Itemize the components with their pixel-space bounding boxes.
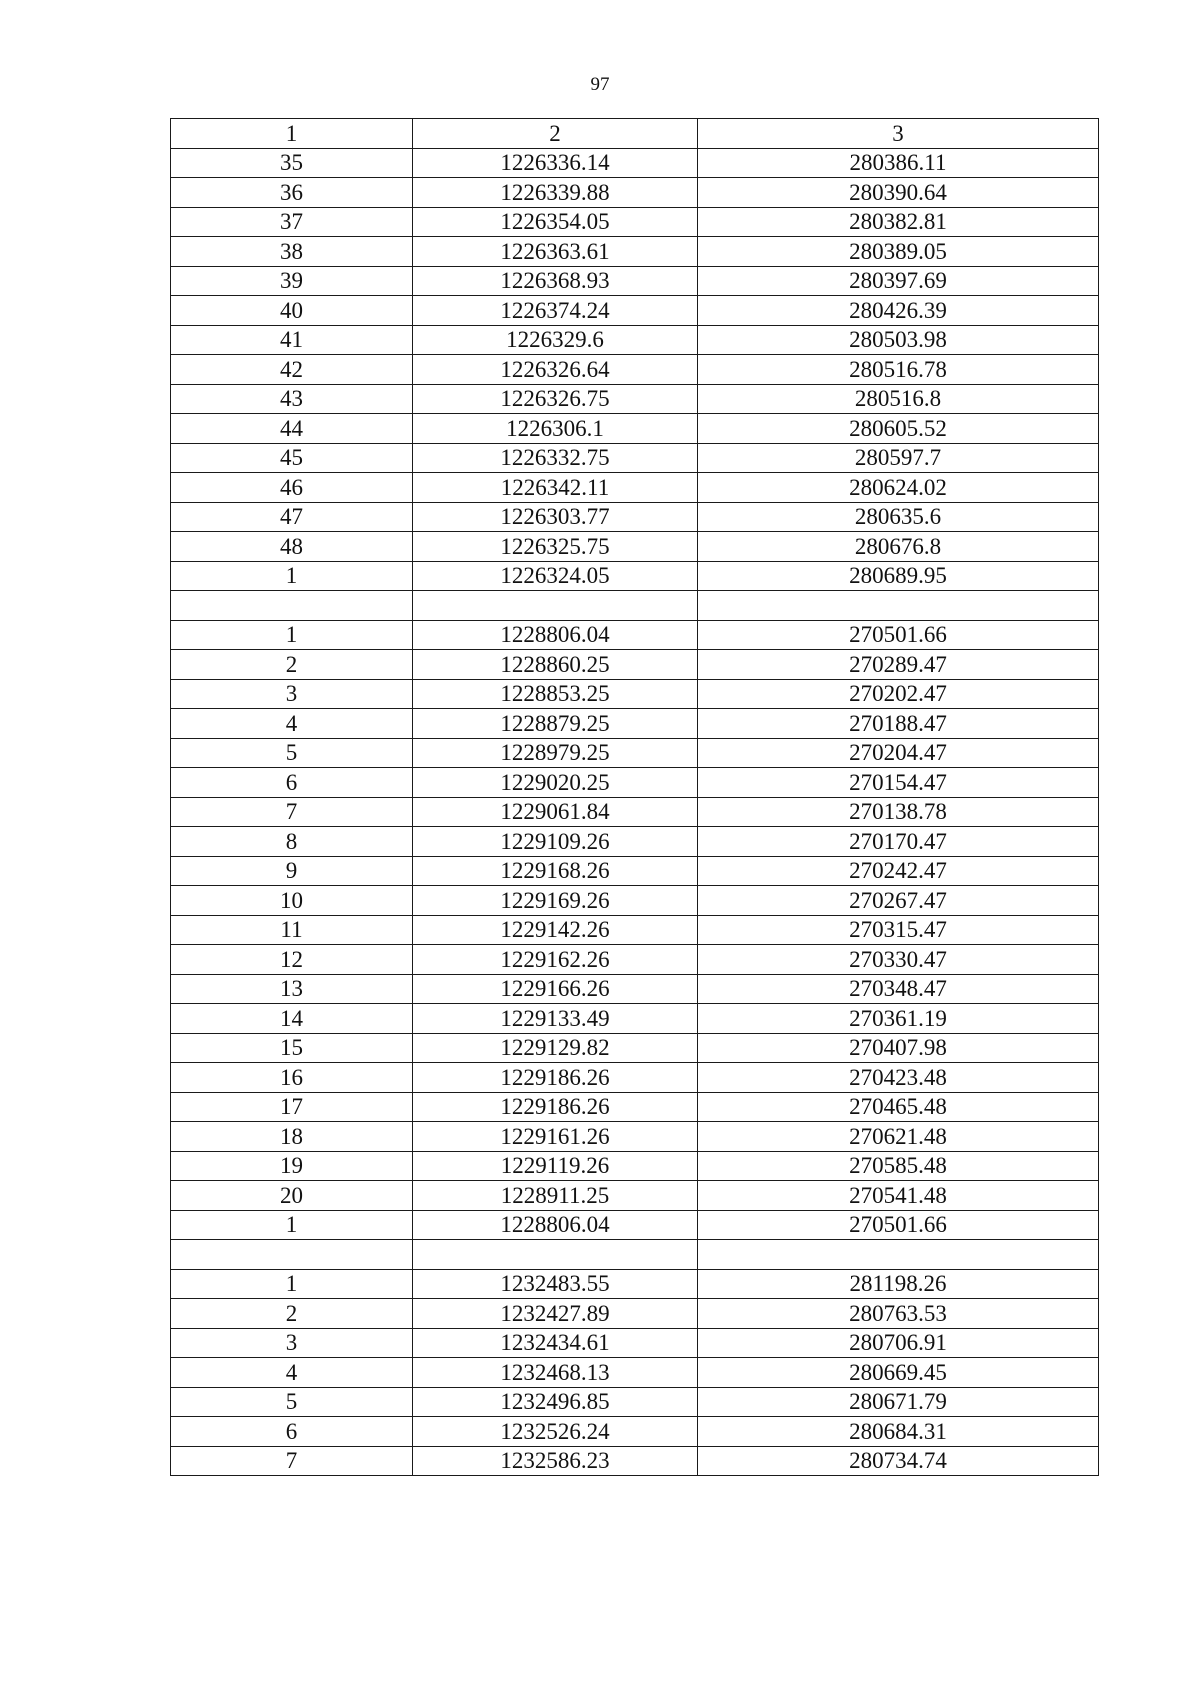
table-cell-col-2: 1232526.24 (413, 1417, 698, 1447)
table-cell-col-2: 1226368.93 (413, 266, 698, 296)
table-row (171, 1004, 1099, 1034)
table-row (171, 266, 1099, 296)
table-cell-col-3: 270501.66 (698, 620, 1099, 650)
table-cell-col-3: 280386.11 (698, 148, 1099, 178)
table-row (171, 1033, 1099, 1063)
table-cell-col-2: 1228806.04 (413, 1210, 698, 1240)
table-cell-col-1: 15 (171, 1033, 413, 1063)
table-row (171, 502, 1099, 532)
table-cell-col-2: 1226329.6 (413, 325, 698, 355)
table-header (171, 119, 1099, 149)
table-row (171, 1122, 1099, 1152)
table-cell-col-3: 270423.48 (698, 1063, 1099, 1093)
table-cell-col-1: 7 (171, 797, 413, 827)
table-row (171, 1328, 1099, 1358)
table-row (171, 561, 1099, 591)
table-cell-col-1: 6 (171, 1417, 413, 1447)
header-row (171, 119, 1099, 149)
table-cell-col-3: 280624.02 (698, 473, 1099, 503)
table-cell-col-2: 1226336.14 (413, 148, 698, 178)
table-cell-col-3: 270348.47 (698, 974, 1099, 1004)
table-row (171, 886, 1099, 916)
table-cell-col-1 (171, 591, 413, 621)
table-cell-col-1: 3 (171, 679, 413, 709)
table-row (171, 1181, 1099, 1211)
table-row (171, 1269, 1099, 1299)
table-cell-col-1: 14 (171, 1004, 413, 1034)
table-row (171, 620, 1099, 650)
table-row (171, 1063, 1099, 1093)
table-cell-col-2: 1229186.26 (413, 1063, 698, 1093)
table-row (171, 325, 1099, 355)
table-cell-col-2: 1229166.26 (413, 974, 698, 1004)
table-cell-col-1: 45 (171, 443, 413, 473)
table-cell-col-3: 270154.47 (698, 768, 1099, 798)
table-row (171, 915, 1099, 945)
table-cell-col-3: 280689.95 (698, 561, 1099, 591)
table-row (171, 1446, 1099, 1476)
table-body (171, 148, 1099, 1476)
table-cell-col-1: 44 (171, 414, 413, 444)
table-cell-col-3: 281198.26 (698, 1269, 1099, 1299)
table-row (171, 355, 1099, 385)
table-cell-col-2: 1232496.85 (413, 1387, 698, 1417)
table-cell-col-2: 1229168.26 (413, 856, 698, 886)
table-cell-col-2: 1226326.75 (413, 384, 698, 414)
table-row (171, 1151, 1099, 1181)
table-cell-col-2: 1229061.84 (413, 797, 698, 827)
table-cell-col-3: 280635.6 (698, 502, 1099, 532)
table-row (171, 1092, 1099, 1122)
table-cell-col-3: 280671.79 (698, 1387, 1099, 1417)
table-cell-col-2: 1228979.25 (413, 738, 698, 768)
table-cell-col-2: 1229186.26 (413, 1092, 698, 1122)
table-row (171, 679, 1099, 709)
table-cell-col-3: 270585.48 (698, 1151, 1099, 1181)
table-cell-col-1: 36 (171, 178, 413, 208)
table-cell-col-1: 8 (171, 827, 413, 857)
table-cell-col-1: 18 (171, 1122, 413, 1152)
table-cell-col-3: 270315.47 (698, 915, 1099, 945)
table-row (171, 237, 1099, 267)
table-cell-col-3: 270407.98 (698, 1033, 1099, 1063)
table-cell-col-2: 1226332.75 (413, 443, 698, 473)
table-cell-col-2: 1228879.25 (413, 709, 698, 739)
table-cell-col-3: 280389.05 (698, 237, 1099, 267)
table-cell-col-2: 1229119.26 (413, 1151, 698, 1181)
table-cell-col-2: 1232586.23 (413, 1446, 698, 1476)
table-cell-col-2: 1226325.75 (413, 532, 698, 562)
table-cell-col-2: 1226374.24 (413, 296, 698, 326)
table-cell-col-2: 1232427.89 (413, 1299, 698, 1329)
table-cell-col-1: 5 (171, 1387, 413, 1417)
column-header-3: 3 (698, 119, 1099, 149)
table-cell-col-3: 280676.8 (698, 532, 1099, 562)
table-row (171, 1210, 1099, 1240)
table-cell-col-1: 2 (171, 1299, 413, 1329)
table-cell-col-2: 1232468.13 (413, 1358, 698, 1388)
table-cell-col-2: 1232483.55 (413, 1269, 698, 1299)
table-row (171, 443, 1099, 473)
table-row (171, 650, 1099, 680)
table-cell-col-3: 280390.64 (698, 178, 1099, 208)
table-row (171, 207, 1099, 237)
table-cell-col-2: 1229133.49 (413, 1004, 698, 1034)
table-cell-col-1: 16 (171, 1063, 413, 1093)
table-cell-col-1: 10 (171, 886, 413, 916)
table-cell-col-2: 1228806.04 (413, 620, 698, 650)
table-cell-col-1: 4 (171, 709, 413, 739)
table-row (171, 148, 1099, 178)
table-cell-col-3: 270541.48 (698, 1181, 1099, 1211)
table-cell-col-1: 1 (171, 1269, 413, 1299)
table-cell-col-2: 1229020.25 (413, 768, 698, 798)
table-cell-col-3: 270170.47 (698, 827, 1099, 857)
table-cell-col-3: 270361.19 (698, 1004, 1099, 1034)
table-cell-col-3: 280734.74 (698, 1446, 1099, 1476)
table-cell-col-1: 20 (171, 1181, 413, 1211)
table-cell-col-1: 12 (171, 945, 413, 975)
table-cell-col-1 (171, 1240, 413, 1270)
table-cell-col-3: 270188.47 (698, 709, 1099, 739)
table-cell-col-3: 280763.53 (698, 1299, 1099, 1329)
table-cell-col-3: 270202.47 (698, 679, 1099, 709)
table-cell-col-2 (413, 1240, 698, 1270)
table-cell-col-1: 42 (171, 355, 413, 385)
table-row (171, 974, 1099, 1004)
table-cell-col-2: 1229162.26 (413, 945, 698, 975)
table-cell-col-3: 270289.47 (698, 650, 1099, 680)
table-cell-col-1: 39 (171, 266, 413, 296)
table-row (171, 945, 1099, 975)
table-cell-col-1: 35 (171, 148, 413, 178)
table-cell-col-3: 280605.52 (698, 414, 1099, 444)
table-row (171, 827, 1099, 857)
table-row (171, 1387, 1099, 1417)
table-cell-col-1: 19 (171, 1151, 413, 1181)
table-row (171, 1417, 1099, 1447)
table-cell-col-2: 1226303.77 (413, 502, 698, 532)
table-row (171, 473, 1099, 503)
table-cell-col-3: 280669.45 (698, 1358, 1099, 1388)
table-cell-col-1: 11 (171, 915, 413, 945)
table-cell-col-1: 17 (171, 1092, 413, 1122)
table-cell-col-1: 1 (171, 561, 413, 591)
table-cell-col-3: 280684.31 (698, 1417, 1099, 1447)
table-row (171, 1299, 1099, 1329)
table-cell-col-2: 1232434.61 (413, 1328, 698, 1358)
table-row (171, 532, 1099, 562)
table-cell-col-3: 280706.91 (698, 1328, 1099, 1358)
table-cell-col-2: 1229142.26 (413, 915, 698, 945)
table-row (171, 768, 1099, 798)
table-cell-col-3 (698, 1240, 1099, 1270)
table-row (171, 856, 1099, 886)
table-cell-col-3: 270267.47 (698, 886, 1099, 916)
table-cell-col-3: 270242.47 (698, 856, 1099, 886)
table-cell-col-1: 6 (171, 768, 413, 798)
page-number: 97 (590, 74, 610, 95)
table-cell-col-3: 270330.47 (698, 945, 1099, 975)
table-cell-col-1: 40 (171, 296, 413, 326)
table-cell-col-1: 9 (171, 856, 413, 886)
table-row (171, 797, 1099, 827)
table-cell-col-1: 38 (171, 237, 413, 267)
coordinates-table (170, 118, 1099, 1476)
table-cell-col-3: 280503.98 (698, 325, 1099, 355)
table-cell-col-2: 1226324.05 (413, 561, 698, 591)
table-cell-col-3: 270621.48 (698, 1122, 1099, 1152)
table-cell-col-1: 41 (171, 325, 413, 355)
table-cell-col-2: 1226326.64 (413, 355, 698, 385)
table-cell-col-1: 43 (171, 384, 413, 414)
table-cell-col-2: 1229169.26 (413, 886, 698, 916)
table-cell-col-3: 270465.48 (698, 1092, 1099, 1122)
table-row (171, 591, 1099, 621)
table-cell-col-2: 1226354.05 (413, 207, 698, 237)
table-cell-col-2: 1228911.25 (413, 1181, 698, 1211)
table-cell-col-1: 48 (171, 532, 413, 562)
table-cell-col-2: 1226306.1 (413, 414, 698, 444)
table-row (171, 178, 1099, 208)
table-cell-col-2: 1229129.82 (413, 1033, 698, 1063)
table-row (171, 296, 1099, 326)
table-cell-col-1: 3 (171, 1328, 413, 1358)
table-cell-col-1: 1 (171, 1210, 413, 1240)
table-cell-col-2: 1228860.25 (413, 650, 698, 680)
table-cell-col-2 (413, 591, 698, 621)
table-cell-col-3: 280597.7 (698, 443, 1099, 473)
table-row (171, 738, 1099, 768)
table-row (171, 1240, 1099, 1270)
table-cell-col-1: 4 (171, 1358, 413, 1388)
table-cell-col-1: 1 (171, 620, 413, 650)
table-row (171, 384, 1099, 414)
table-row (171, 709, 1099, 739)
table-cell-col-2: 1228853.25 (413, 679, 698, 709)
table-cell-col-3: 280382.81 (698, 207, 1099, 237)
table-cell-col-2: 1226342.11 (413, 473, 698, 503)
table-cell-col-1: 5 (171, 738, 413, 768)
table-cell-col-3 (698, 591, 1099, 621)
table-row (171, 1358, 1099, 1388)
table-cell-col-1: 7 (171, 1446, 413, 1476)
table-cell-col-1: 2 (171, 650, 413, 680)
table-row (171, 414, 1099, 444)
table-cell-col-3: 280516.78 (698, 355, 1099, 385)
table-cell-col-3: 270138.78 (698, 797, 1099, 827)
table-cell-col-1: 37 (171, 207, 413, 237)
table-cell-col-3: 270204.47 (698, 738, 1099, 768)
table-cell-col-1: 13 (171, 974, 413, 1004)
column-header-1: 1 (171, 119, 413, 149)
column-header-2: 2 (413, 119, 698, 149)
table-cell-col-2: 1226339.88 (413, 178, 698, 208)
table-cell-col-1: 46 (171, 473, 413, 503)
table-cell-col-2: 1226363.61 (413, 237, 698, 267)
table-cell-col-3: 280426.39 (698, 296, 1099, 326)
table-cell-col-3: 270501.66 (698, 1210, 1099, 1240)
table-cell-col-1: 47 (171, 502, 413, 532)
table-cell-col-3: 280397.69 (698, 266, 1099, 296)
table-cell-col-3: 280516.8 (698, 384, 1099, 414)
table-cell-col-2: 1229161.26 (413, 1122, 698, 1152)
table-cell-col-2: 1229109.26 (413, 827, 698, 857)
